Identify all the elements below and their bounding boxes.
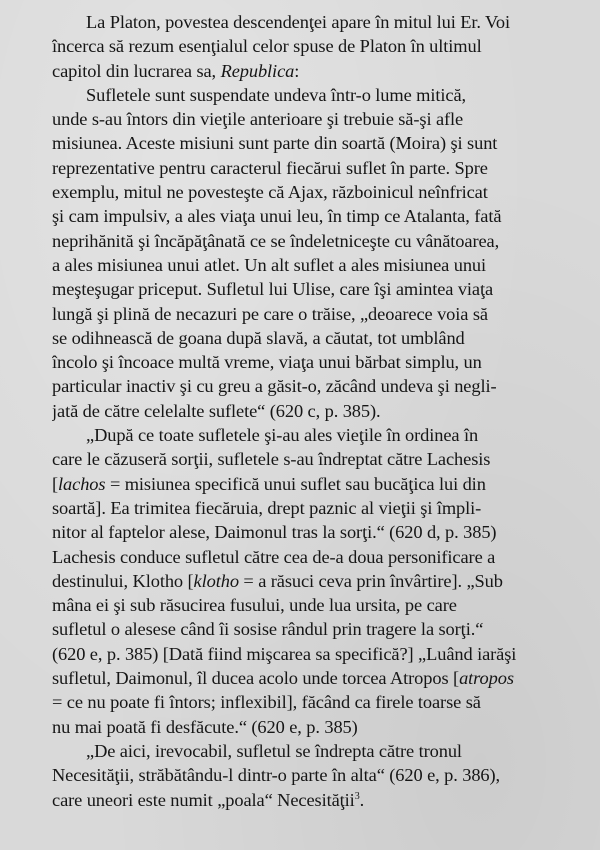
text-line [52,642,582,666]
text-line [52,83,582,107]
text-run: lungă şi plină de necazuri pe care o trăise, „deoarece voia să [52,303,488,324]
text-run: . [359,789,365,810]
text-run: = a răsuci ceva prin învârtire]. „Sub [238,570,503,591]
text-line [52,156,582,180]
text-run: se odihnească de goana după slavă, a căutat, tot umblând [52,327,465,348]
text-line [52,447,582,471]
text-run: sufletul, Daimonul, îl ducea acolo unde torcea Atropos [ [52,668,460,689]
text-run: destinului, Klotho [ [52,570,194,591]
text-run: jată de către celelalte suflete“ (620 c, p. 385). [52,400,381,421]
text-line [52,399,582,423]
text-run: Necesităţii, străbătându-l dintr-o parte în alta“ (620 e, p. 386), [52,765,501,786]
text-run: „După ce toate sufletele şi-au ales vieţile în ordinea în [86,425,479,446]
text-line [52,666,582,690]
italic-term: atropos [459,668,514,689]
text-run: a ales misiunea unui atlet. Un alt suflet a ales misiunea unui [52,254,487,275]
text-run: mâna ei şi sub răsucirea fusului, unde lua ursita, pe care [52,595,457,616]
text-line [52,204,582,228]
text-run: care uneori este numit „poala“ Necesităţii [52,789,355,810]
text-run: neprihănită şi încăpăţânată ce se îndeletniceşte cu vânătoarea, [52,230,500,251]
text-run: misiunea. Aceste misiuni sunt parte din soartă (Moira) şi sunt [52,133,498,154]
text-line [52,690,582,714]
text-line [52,545,582,569]
text-line [52,10,582,34]
text-run: „De aici, irevocabil, sufletul se îndrepta către tronul [86,740,462,761]
text-run: şi cam impulsiv, a ales viaţa unui leu, în timp ce Atalanta, fată [52,206,502,227]
text-run: = misiunea specifică unui suflet sau bucăţica lui din [105,473,486,494]
text-line [52,520,582,544]
text-run: încerca să rezum esenţialul celor spuse de Platon în ultimul [52,36,482,57]
page-body-text [52,10,582,812]
text-line [52,423,582,447]
text-run: (620 e, p. 385) [Dată fiind mişcarea sa specifică?] „Luând iarăşi [52,643,517,664]
footnote-marker: 3 [354,790,360,802]
text-line [52,180,582,204]
text-line [52,374,582,398]
text-line [52,277,582,301]
text-line [52,593,582,617]
text-line [52,715,582,739]
text-line [52,229,582,253]
text-run: Sufletele sunt suspendate undeva într-o lume mitică, [86,84,467,105]
paragraph [52,10,582,83]
paragraph [52,739,582,812]
text-run: Lachesis conduce sufletul către cea de-a doua personificare a [52,546,496,567]
text-run: reprezentative pentru caracterul fiecărui suflet în parte. Spre [52,157,488,178]
text-line [52,131,582,155]
text-line [52,569,582,593]
text-line [52,34,582,58]
text-line [52,617,582,641]
italic-term: Republica [220,60,295,81]
text-run: care le căzuseră sorţii, sufletele s-au îndreptat către Lachesis [52,449,491,470]
italic-term: lachos [58,473,106,494]
text-line [52,763,582,787]
text-run: unde s-au întors din vieţile anterioare şi trebuie să-şi afle [52,109,464,130]
text-run: La Platon, povestea descendenţei apare în mitul lui Er. Voi [86,12,510,32]
text-run: nitor al faptelor alese, Daimonul tras la sorţi.“ (620 d, p. 385) [52,522,497,543]
text-run: [ [52,473,59,494]
text-line [52,788,582,812]
text-run: soartă]. Ea trimitea fiecăruia, drept paznic al vieţii şi împli- [52,497,482,518]
text-line [52,107,582,131]
paragraph [52,83,582,423]
italic-term: klotho [193,570,239,591]
text-line [52,350,582,374]
text-run: nu mai poată fi desfăcute.“ (620 e, p. 385) [52,716,358,737]
text-line [52,739,582,763]
text-run: : [294,60,300,81]
text-line [52,326,582,350]
text-run: încolo şi încoace multă vreme, viaţa unui bărbat simplu, un [52,352,482,373]
text-line [52,302,582,326]
text-run: sufletul o alesese când îi sosise rândul prin tragere la sorţi.“ [52,619,484,640]
text-run: exemplu, mitul ne povesteşte că Ajax, războinicul neînfricat [52,182,488,203]
text-line [52,472,582,496]
text-line [52,253,582,277]
paragraph [52,423,582,739]
text-run: = ce nu poate fi întors; inflexibil], făcând ca firele toarse să [52,692,481,713]
text-run: meşteşugar priceput. Sufletul lui Ulise, care îşi amintea viaţa [52,279,494,300]
text-run: capitol din lucrarea sa, [52,60,221,81]
text-run: particular inactiv şi cu greu a găsit-o, zăcând undeva şi negli- [52,376,497,397]
text-line [52,59,582,83]
text-line [52,496,582,520]
